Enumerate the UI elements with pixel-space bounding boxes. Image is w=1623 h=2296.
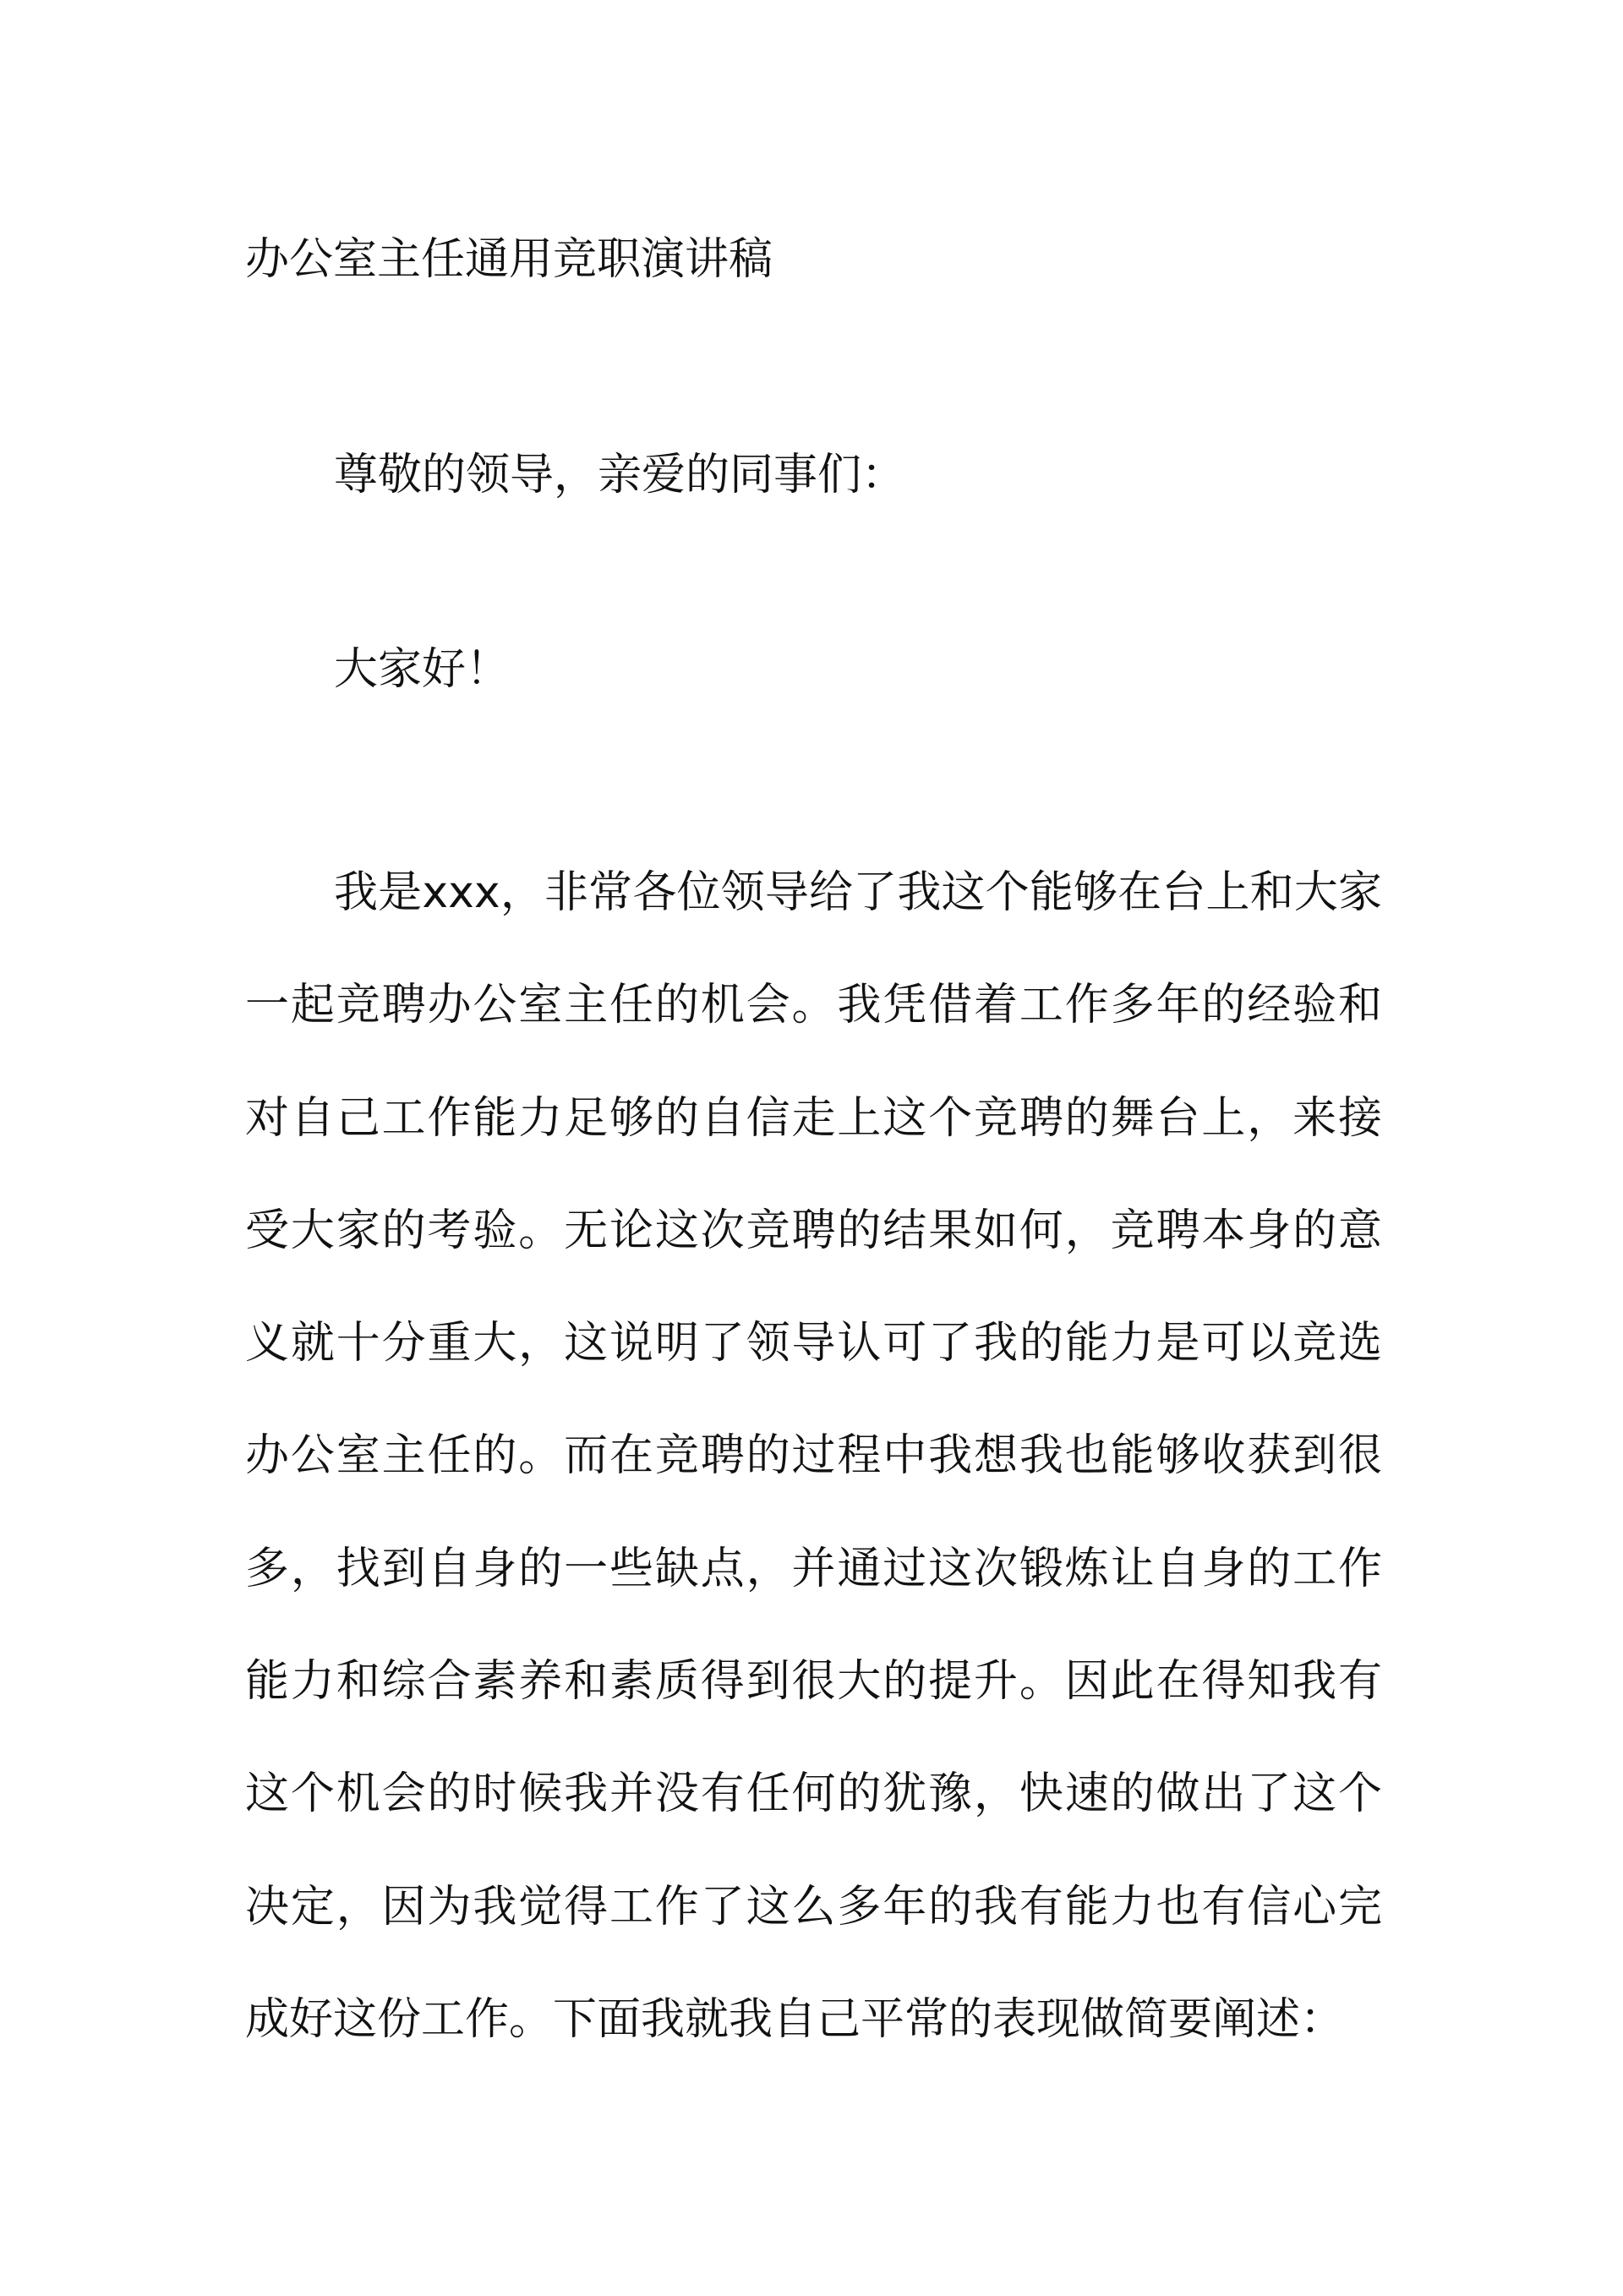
document-title: 办公室主任通用竞职演讲稿 [245,234,773,285]
paragraph-line: 一起竞聘办公室主任的机会。我凭借着工作多年的经验和 [245,980,1382,1031]
paragraph-line: 这个机会的时候我并没有任何的犹豫，快速的做出了这个 [245,1768,1382,1820]
paragraph-line: 能力和综合素养和素质得到很大的提升。因此在得知我有 [245,1656,1382,1708]
paragraph-line: 受大家的考验。无论这次竞聘的结果如何，竞聘本身的意 [245,1205,1382,1256]
paragraph-line: 我是xxx，非常各位领导给了我这个能够在台上和大家 [334,867,1382,918]
body-paragraph [245,837,1382,2076]
greeting-line: 尊敬的领导，亲爱的同事们： [334,450,906,500]
paragraph-line: 办公室主任的。而在竞聘的过程中我想我也能够收获到很 [245,1430,1382,1482]
paragraph-line: 决定，因为我觉得工作了这么多年的我有能力也有信心完 [245,1881,1382,1932]
hello-line: 大家好！ [334,644,511,695]
paragraph-line: 成好这份工作。下面我就我自己平常的表现做简要阐述： [245,1993,1345,2045]
paragraph-line: 义就十分重大，这说明了领导认可了我的能力是可以竞选 [245,1318,1382,1369]
paragraph-line: 多，找到自身的一些缺点，并通过这次锻炼让自身的工作 [245,1543,1382,1594]
paragraph-line: 对自己工作能力足够的自信走上这个竞聘的舞台上，来接 [245,1092,1382,1144]
